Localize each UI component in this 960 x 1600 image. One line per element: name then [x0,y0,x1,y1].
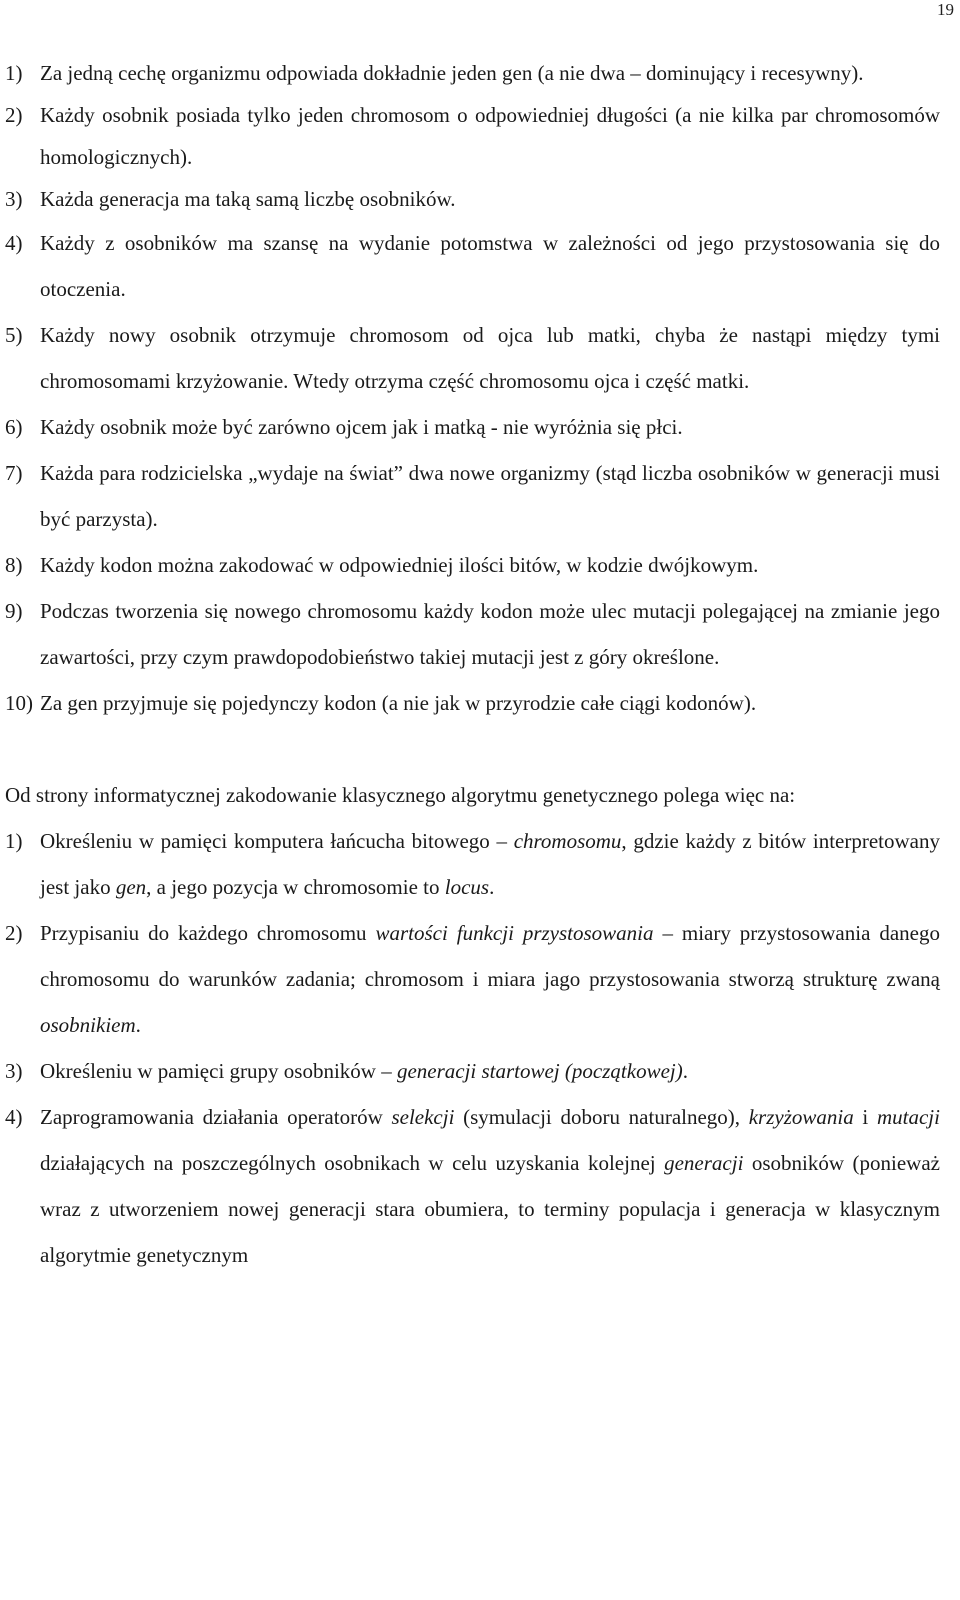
list-item [5,1094,940,1278]
document-body [5,52,940,1278]
list-item [5,178,940,220]
list-item-number: 6) [5,415,23,439]
list-item-text: Każdy osobnik może być zarówno ojcem jak i matką - nie wyróżnia się płci. [40,415,683,439]
term-selection: selekcji [391,1105,455,1129]
list-item-number: 3) [5,187,23,211]
list-item-text: Przypisaniu do każdego chromosomu wartości funkcji przystosowania – miary przystosowania danego chromosomu do warunków zadania; chromosom i miara jago przystosowania stworzą strukturę zwaną osobnikiem. [40,921,940,1037]
list-item-text: Każdy nowy osobnik otrzymuje chromosom od ojca lub matki, chyba że nastąpi między tymi chromosomami krzyżowanie. Wtedy otrzyma część chromosomu ojca i część matki. [40,323,940,393]
term-gene: gen [115,875,147,899]
list-item [5,52,940,94]
list-item [5,818,940,910]
list-item-number: 10) [5,691,33,715]
term-generation: generacji [664,1151,744,1175]
term-crossover: krzyżowania [748,1105,854,1129]
list-item-number: 1) [5,61,23,85]
list-item [5,1048,940,1094]
list-item [5,588,940,680]
list-item-text: Za gen przyjmuje się pojedynczy kodon (a nie jak w przyrodzie całe ciągi kodonów). [40,691,757,715]
list-item-number: 4) [5,1105,23,1129]
term-start-generation: generacji startowej (początkowej) [396,1059,683,1083]
list-item [5,450,940,542]
term-individual: osobnikiem [40,1013,136,1037]
list-item-number: 8) [5,553,23,577]
paragraph-gap [5,726,940,772]
list-item-number: 1) [5,829,23,853]
list-item-text: Każdy osobnik posiada tylko jeden chromosom o odpowiedniej długości (a nie kilka par chromosomów homologicznych). [40,103,940,169]
list-item [5,94,940,178]
term-mutation: mutacji [876,1105,940,1129]
list-item-number: 3) [5,1059,23,1083]
list-item [5,542,940,588]
list-item [5,680,940,726]
encoding-steps-list [5,818,940,1278]
list-item-number: 7) [5,461,23,485]
intro-paragraph: Od strony informatycznej zakodowanie klasycznego algorytmu genetycznego polega więc na: [5,783,796,807]
list-item-text: Każda generacja ma taką samą liczbę osobników. [40,187,456,211]
list-item-number: 2) [5,921,23,945]
assumptions-list [5,52,940,726]
list-item [5,312,940,404]
list-item [5,220,940,312]
term-chromosome: chromosomu [513,829,622,853]
term-fitness-value: wartości funkcji przystosowania [375,921,654,945]
list-item-text: Zaprogramowania działania operatorów selekcji (symulacji doboru naturalnego), krzyżowania i mutacji działających na poszczególnych osobnikach w celu uzyskania kolejnej generacji osobników (ponieważ wraz z utworzeniem nowej generacji stara obumiera, to terminy populacja i generacja w klasycznym algorytmie genetycznym [40,1105,940,1267]
term-locus: locus [444,875,490,899]
list-item-text: Każdy kodon można zakodować w odpowiedniej ilości bitów, w kodzie dwójkowym. [40,553,759,577]
list-item-number: 9) [5,599,23,623]
list-item-text: Każdy z osobników ma szansę na wydanie potomstwa w zależności od jego przystosowania się do otoczenia. [40,231,940,301]
list-item [5,404,940,450]
list-item-number: 2) [5,103,23,127]
list-item [5,910,940,1048]
list-item-number: 4) [5,231,23,255]
list-item-text: Określeniu w pamięci komputera łańcucha bitowego – chromosomu, gdzie każdy z bitów interpretowany jest jako gen, a jego pozycja w chromosomie to locus. [40,829,940,899]
list-item-number: 5) [5,323,23,347]
list-item-text: Za jedną cechę organizmu odpowiada dokładnie jeden gen (a nie dwa – dominujący i recesywny). [40,61,864,85]
page-number: 19 [937,0,954,19]
list-item-text: Określeniu w pamięci grupy osobników – generacji startowej (początkowej). [40,1059,688,1083]
list-item-text: Podczas tworzenia się nowego chromosomu każdy kodon może ulec mutacji polegającej na zmianie jego zawartości, przy czym prawdopodobieństwo takiej mutacji jest z góry określone. [40,599,940,669]
list-item-text: Każda para rodzicielska „wydaje na świat” dwa nowe organizmy (stąd liczba osobników w generacji musi być parzysta). [40,461,940,531]
